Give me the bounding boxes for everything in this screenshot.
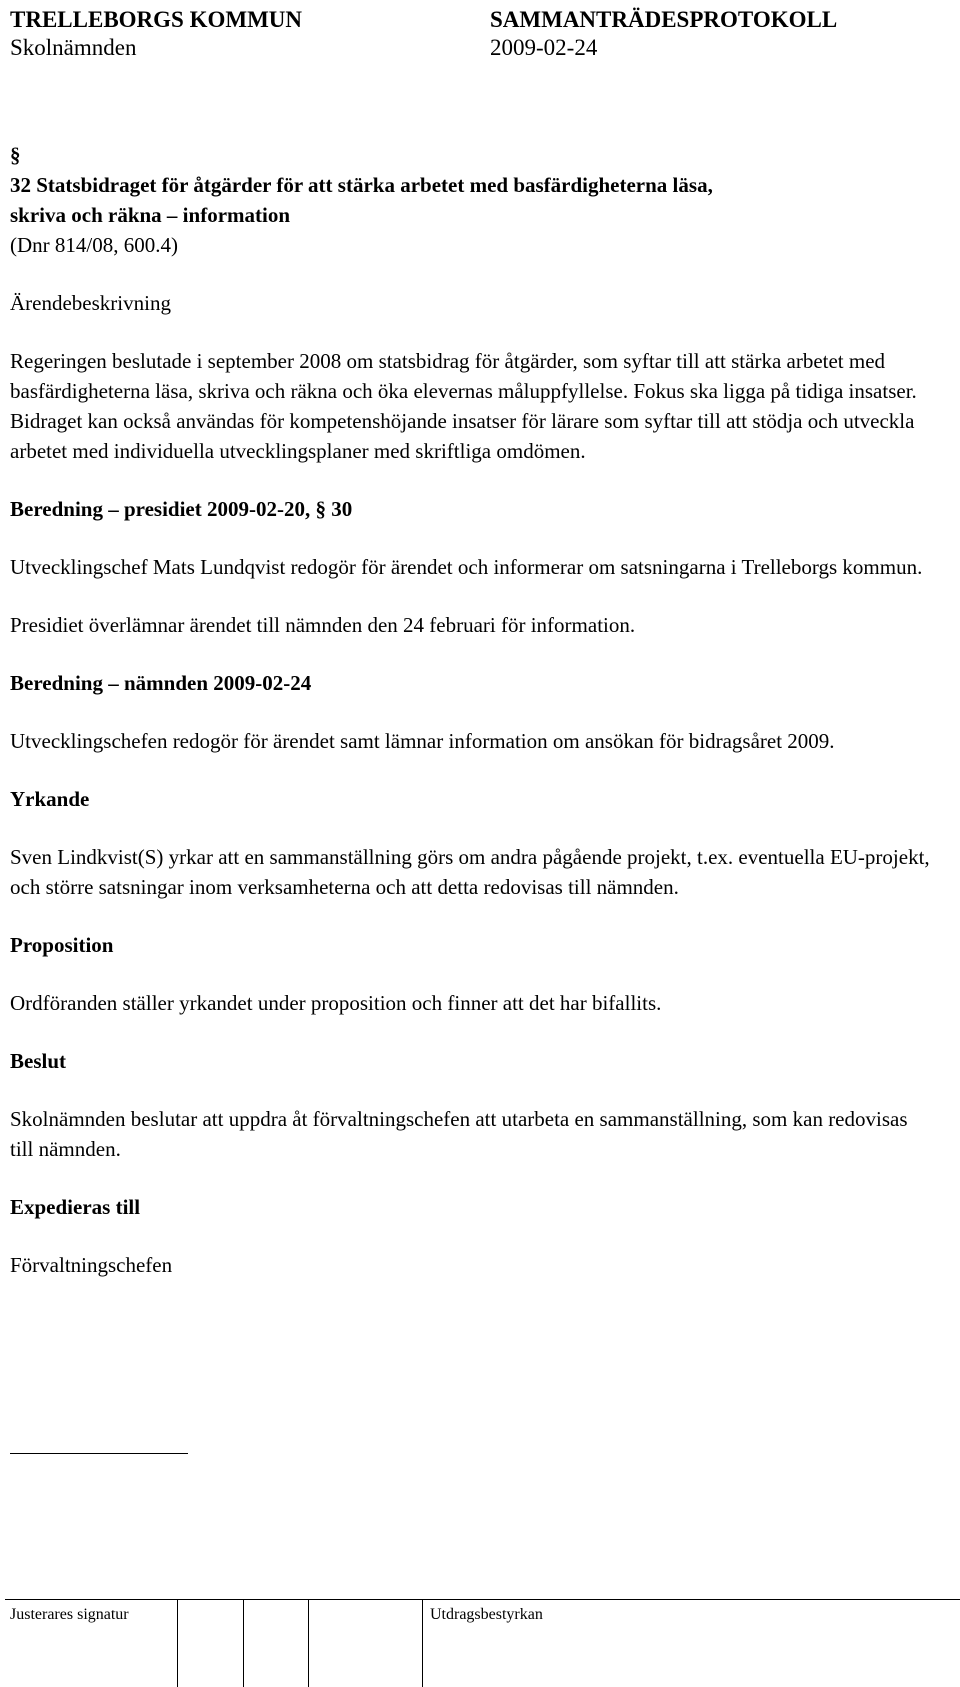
footer-divider — [5, 1599, 960, 1600]
arendebeskrivning-heading: Ärendebeskrivning — [10, 291, 171, 315]
beredning-namnden-text: Utvecklingschefen redogör för ärendet samt lämnar information om ansökan för bidragsåret 2009. — [10, 729, 835, 753]
board-name: Skolnämnden — [10, 35, 137, 60]
proposition-text: Ordföranden ställer yrkandet under proposition och finner att det har bifallits. — [10, 991, 662, 1015]
expedieras-heading: Expedieras till — [10, 1195, 141, 1219]
beredning-presidiet-heading — [10, 494, 930, 524]
beredning-presidiet-text-2: Presidiet överlämnar ärendet till nämnden den 24 februari för information. — [10, 613, 636, 637]
proposition-heading: Proposition — [10, 933, 114, 957]
beslut-text: Skolnämnden beslutar att uppdra åt förvaltningschefen att utarbeta en sammanställning, som kan redovisas till nämnden. — [10, 1107, 908, 1161]
beredning-presidiet-heading-part1: Beredning – presidiet 2009-02-20, — [10, 497, 311, 521]
yrkande-heading: Yrkande — [10, 787, 90, 811]
meeting-date: 2009-02-24 — [490, 35, 598, 60]
signature-label: Justerares signatur — [10, 1606, 129, 1623]
item-title-line2: skriva och räkna – information — [10, 203, 291, 227]
item-title-line1: 32 Statsbidraget för åtgärder för att stärka arbetet med basfärdigheterna läsa, — [10, 173, 713, 197]
item-title — [10, 140, 930, 170]
page-header — [10, 6, 940, 62]
signature-box-divider-1 — [177, 1600, 178, 1687]
section-sign-2: § — [315, 497, 326, 521]
signature-line — [10, 1453, 188, 1454]
page-footer — [0, 1599, 960, 1687]
document-body — [10, 140, 930, 1280]
arendebeskrivning-text: Regeringen beslutade i september 2008 om statsbidrag för åtgärder, som syftar till att stärka arbetet med basfärdigheterna läsa, skriva och räkna och öka elevernas måluppfyllelse. Fokus ska ligga på tidiga insatser. Bidraget kan också användas för kompetenshöjande insatser för lärare som syftar till att stödja och utveckla arbetet med individuella utvecklingsplaner med skriftliga omdömen. — [10, 349, 917, 463]
beredning-presidiet-text-1: Utvecklingschef Mats Lundqvist redogör för ärendet och informerar om satsningarna i Trelleborgs kommun. — [10, 555, 923, 579]
beredning-namnden-heading: Beredning – nämnden 2009-02-24 — [10, 671, 312, 695]
signature-box-divider-4 — [422, 1600, 423, 1687]
beslut-heading: Beslut — [10, 1049, 67, 1073]
beredning-presidiet-heading-part2: 30 — [331, 497, 353, 521]
org-name: TRELLEBORGS KOMMUN — [10, 7, 303, 32]
yrkande-text: Sven Lindkvist(S) yrkar att en sammanställning görs om andra pågående projekt, t.ex. eventuella EU-projekt, och större satsningar inom verksamheterna och att detta redovisas till nämnden. — [10, 845, 930, 899]
signature-box-divider-2 — [243, 1600, 244, 1687]
document-type: SAMMANTRÄDESPROTOKOLL — [490, 7, 838, 32]
section-sign: § — [10, 143, 21, 167]
signature-box-divider-3 — [308, 1600, 309, 1687]
diary-number: (Dnr 814/08, 600.4) — [10, 233, 178, 257]
expedieras-recipient: Förvaltningschefen — [10, 1253, 173, 1277]
extract-label: Utdragsbestyrkan — [430, 1606, 543, 1623]
